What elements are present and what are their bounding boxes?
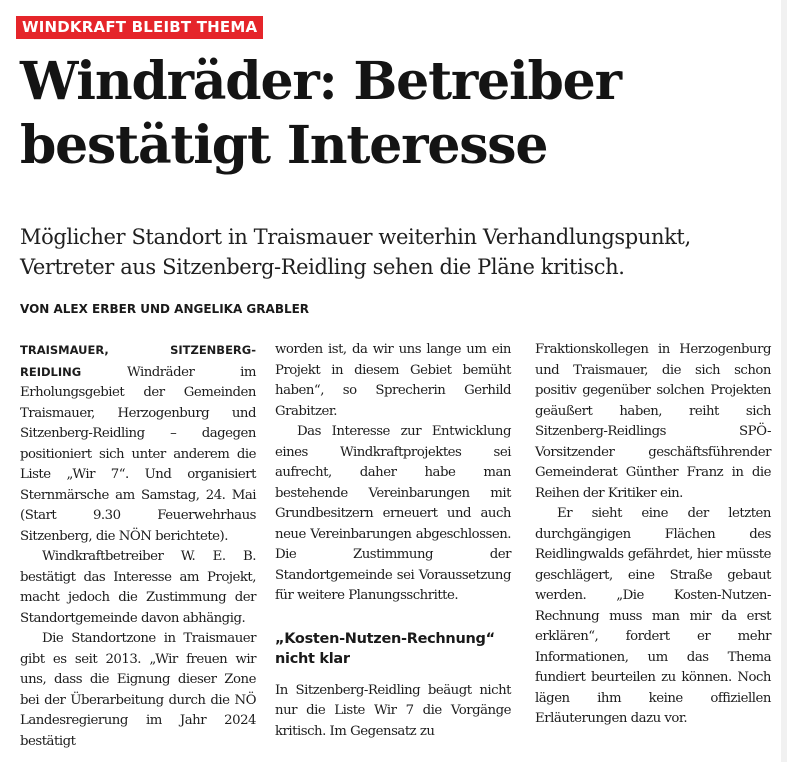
column-1 <box>20 340 256 752</box>
column-3 <box>535 340 771 730</box>
paragraph-zone-start: Die Standortzone in Traismauer gibt es seit 2013. „Wir freuen wir uns, dass die Eignung dieser Zone bei der Überarbeitung durch die NÖ Landesregierung im Jahr 2024 bestätigt <box>20 631 256 749</box>
column-2 <box>275 340 511 742</box>
paragraph-operator: Windkraftbetreiber W. E. B. bestätigt das Interesse am Projekt, macht jedoch die Zustimmung der Standortgemeinde davon abhängig. <box>20 549 256 626</box>
kicker-label: WINDKRAFT BLEIBT THEMA <box>16 16 263 39</box>
intro-text: Windräder im Erholungsgebiet der Gemeinden Traismauer, Herzogenburg und Sitzenberg-Reidling – dagegen positioniert sich unter anderem die Liste „Wir 7“. Und organisiert Sternmärsche am Samstag, 24. Mai (Start 9.30 Feuerwehrhaus Sitzenberg, die NÖN berichtete). <box>20 364 257 544</box>
subline: Möglicher Standort in Traismauer weiterhin Verhandlungspunkt, Vertreter aus Sitzenberg-Reidling sehen die Pläne kritisch. <box>20 225 691 279</box>
paragraph-interest: Das Interesse zur Entwicklung eines Windkraftprojektes sei aufrecht, daher habe man bestehende Vereinbarungen mit Grundbesitzern erneuert und auch neue Vereinbarungen abgeschlossen. Die Zustimmung der Standortgemeinde sei Voraussetzung für weitere Planungsschritte. <box>275 424 511 603</box>
paragraph-critic: Er sieht eine der letzten durchgängigen Flächen des Reidlingwalds gefährdet, hier müsste geschlägert, eine Straße gebaut werden. „Die Kosten-Nutzen-Rechnung muss man mir da erst erklären“, fordert er mehr Informationen, um das Thema fundiert beurteilen zu können. Noch lägen ihm keine offiziellen Erläuterungen dazu vor. <box>535 506 771 726</box>
paragraph-reidling-start: In Sitzenberg-Reidling beäugt nicht nur die Liste Wir 7 die Vorgänge kritisch. Im Gegensatz zu <box>275 682 511 739</box>
paragraph-reidling-continued: Fraktionskollegen in Herzogenburg und Traismauer, die sich schon positiv gegenüber solchen Projekten geäußert haben, reiht sich Sitzenberg-Reidlings SPÖ-Vorsitzender geschäftsführender Gemeinderat Günther Franz in die Reihen der Kritiker ein. <box>535 342 771 501</box>
crosshead: „Kosten-Nutzen-Rechnung“ nicht klar <box>275 630 495 667</box>
paragraph-zone-continued: worden ist, da wir uns lange um ein Projekt in diesem Gebiet bemüht haben“, so Sprecherin Gerhild Grabitzer. <box>275 342 511 419</box>
paragraph-intro <box>20 340 256 547</box>
dateline: TRAISMAUER, SITZENBERG-REIDLING <box>20 343 256 379</box>
page-edge <box>781 0 787 762</box>
headline: Windräder: Betreiber bestätigt Interesse <box>20 51 621 176</box>
byline: VON ALEX ERBER UND ANGELIKA GRABLER <box>20 302 310 316</box>
